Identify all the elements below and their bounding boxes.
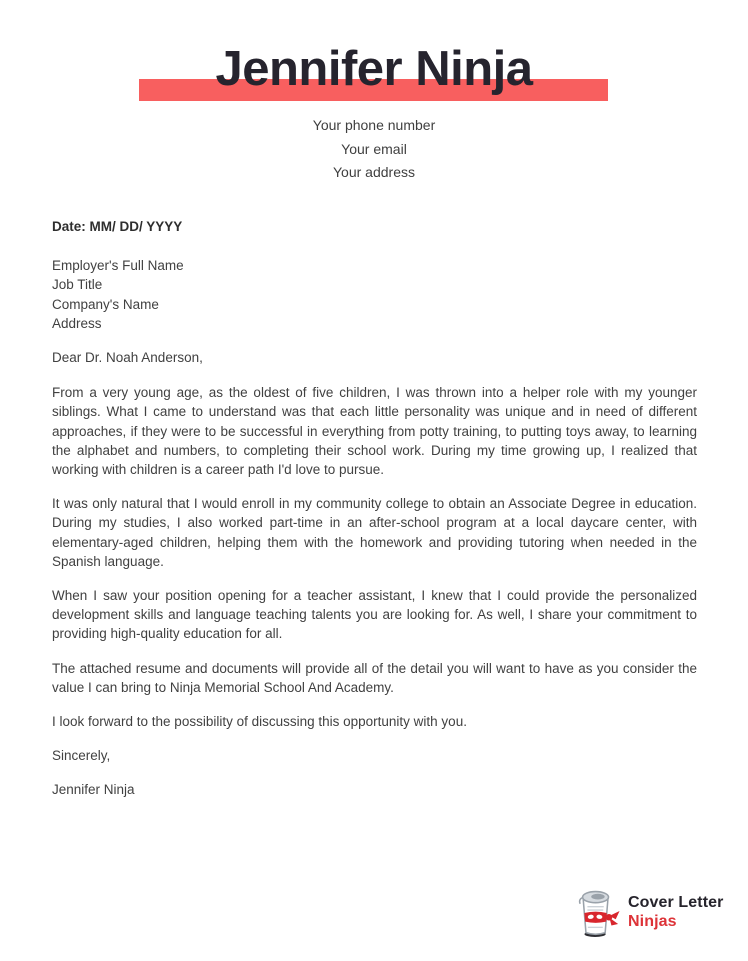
applicant-name: Jennifer Ninja — [215, 42, 533, 96]
contact-address: Your address — [333, 164, 415, 180]
salutation: Dear Dr. Noah Anderson, — [52, 350, 203, 366]
brand-name-line1: Cover Letter — [628, 894, 724, 911]
contact-phone: Your phone number — [312, 117, 436, 133]
body-paragraph-3: When I saw your position opening for a teacher assistant, I knew that I could provide the personalized development skills and language teaching talents you are looking for. As well, I share your commitment to providing high-quality education for all. — [52, 588, 697, 642]
recipient-address: Address — [52, 315, 102, 331]
recipient-block — [52, 256, 697, 333]
date-line: Date: MM/ DD/ YYYY — [52, 219, 183, 234]
recipient-job-title: Job Title — [52, 277, 103, 293]
body-paragraph-2: It was only natural that I would enroll in my community college to obtain an Associate Degree in education. During my studies, I also worked part-time in an after-school program at a local daycare center, with elementary-aged children, helping them with the homework and providing tutoring when needed in the Spanish language. — [52, 496, 697, 569]
recipient-name: Employer's Full Name — [52, 258, 184, 274]
body-paragraph-5: I look forward to the possibility of discussing this opportunity with you. — [52, 714, 467, 730]
body-paragraph-4: The attached resume and documents will provide all of the detail you will want to have as you consider the value I can bring to Ninja Memorial School And Academy. — [52, 660, 697, 695]
letter-body — [52, 209, 697, 815]
brand-logo — [573, 886, 723, 938]
brand-name-line2: Ninjas — [628, 913, 677, 930]
brand-name — [628, 893, 723, 931]
contact-email: Your email — [341, 140, 407, 157]
signature: Jennifer Ninja — [52, 782, 135, 798]
ninja-scroll-icon — [573, 886, 621, 938]
contact-block — [0, 114, 748, 185]
recipient-company: Company's Name — [52, 296, 159, 312]
closing: Sincerely, — [52, 748, 111, 764]
body-paragraph-1: From a very young age, as the oldest of five children, I was thrown into a helper role with my younger siblings. What I came to understand was that each little personality was unique and in need of different approaches, if they were to be successful in everything from potty training, to putting toys away, to learning the alphabet and numbers, to completing their school work. During my time growing up, I realized that working with children is a career path I'd love to pursue. — [52, 385, 697, 478]
